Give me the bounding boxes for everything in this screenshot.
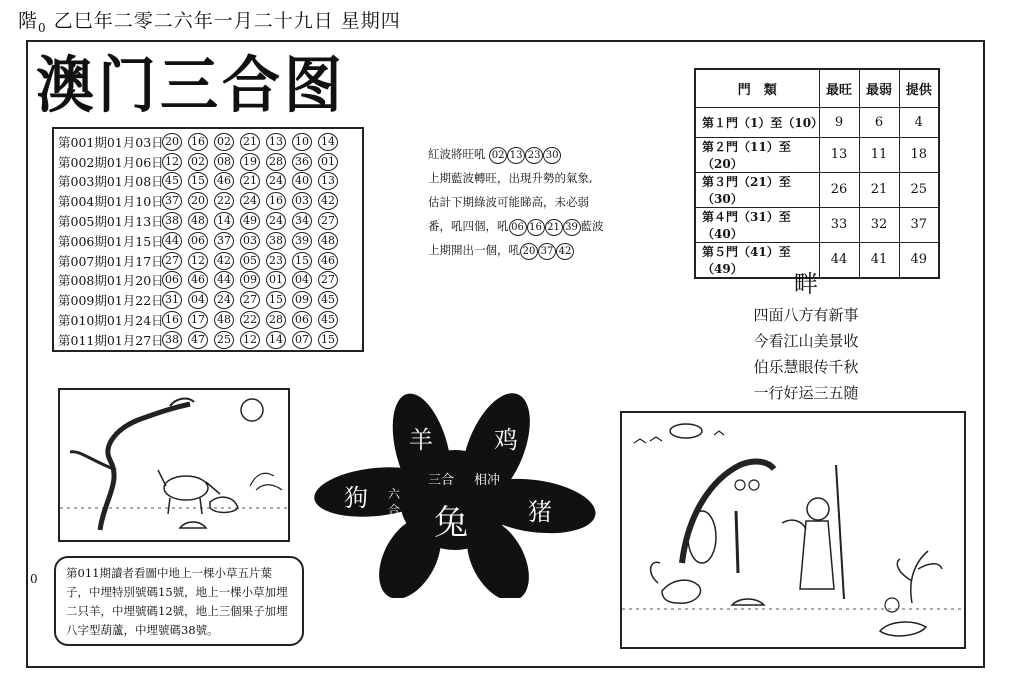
draw-numbers bbox=[162, 271, 338, 289]
hint-number-ball: 16 bbox=[527, 219, 545, 236]
stats-gate: 第３門（21）至（30） bbox=[695, 172, 819, 207]
stats-gate: 第４門（31）至（40） bbox=[695, 207, 819, 242]
draw-number-ball: 38 bbox=[162, 212, 182, 230]
draw-row bbox=[58, 231, 358, 251]
hint-number-ball: 39 bbox=[563, 219, 581, 236]
draw-number-ball: 04 bbox=[292, 271, 312, 289]
draw-number-ball: 15 bbox=[292, 252, 312, 270]
draw-numbers bbox=[162, 172, 338, 190]
draw-number-ball: 27 bbox=[318, 271, 338, 289]
draw-numbers bbox=[162, 252, 338, 270]
draw-numbers bbox=[162, 291, 338, 309]
hint-number-ball: 23 bbox=[525, 147, 543, 164]
hint-number-ball: 06 bbox=[509, 219, 527, 236]
draw-number-ball: 23 bbox=[266, 252, 286, 270]
tree-goat-drawing bbox=[60, 390, 288, 540]
draw-number-ball: 46 bbox=[214, 172, 234, 190]
draw-number-ball: 48 bbox=[318, 232, 338, 250]
draw-row bbox=[58, 271, 358, 291]
stats-row bbox=[695, 137, 939, 172]
draw-numbers bbox=[162, 331, 338, 349]
flower-rooster: 鸡 bbox=[494, 426, 518, 454]
draw-number-ball: 14 bbox=[266, 331, 286, 349]
stats-row bbox=[695, 172, 939, 207]
draw-row bbox=[58, 251, 358, 271]
draw-number-ball: 02 bbox=[214, 133, 234, 151]
hint-number-ball: 37 bbox=[538, 243, 556, 260]
draw-number-ball: 40 bbox=[292, 172, 312, 190]
draw-number-ball: 27 bbox=[240, 291, 260, 309]
draw-number-ball: 46 bbox=[188, 271, 208, 289]
stats-header-row bbox=[695, 69, 939, 107]
stats-row bbox=[695, 107, 939, 137]
hint-line-4-text-a: 番，吼四個，吼 bbox=[428, 219, 509, 233]
draw-row bbox=[58, 191, 358, 211]
draw-number-ball: 45 bbox=[162, 172, 182, 190]
draw-label: 第011期01月27日 bbox=[58, 332, 164, 348]
draw-number-ball: 47 bbox=[188, 331, 208, 349]
poem-line: 一行好运三五随 bbox=[753, 384, 859, 402]
side-zero: 0 bbox=[30, 572, 38, 586]
stats-header-give: 提供 bbox=[899, 69, 939, 107]
flower-rabbit: 兔 bbox=[434, 503, 468, 543]
stats-header-min: 最弱 bbox=[859, 69, 899, 107]
draw-number-ball: 16 bbox=[162, 311, 182, 329]
draw-label: 第006期01月15日 bbox=[58, 233, 164, 249]
header-date: 乙巳年二零二六年一月二十九日 星期四 bbox=[53, 10, 401, 32]
draw-number-ball: 09 bbox=[240, 271, 260, 289]
gate-stats-table bbox=[694, 68, 940, 279]
zodiac-flower bbox=[314, 388, 596, 598]
poem-head: 畔 bbox=[794, 270, 818, 298]
draw-number-ball: 34 bbox=[292, 212, 312, 230]
draw-number-ball: 21 bbox=[240, 172, 260, 190]
hint-number-ball: 02 bbox=[489, 147, 507, 164]
stats-gate: 第５門（41）至（49） bbox=[695, 242, 819, 278]
poem-line: 今看江山美景收 bbox=[753, 332, 859, 350]
hint-line-5-text: 上期開出一個，吼 bbox=[428, 243, 520, 257]
flower-goat: 羊 bbox=[409, 426, 433, 454]
draw-row bbox=[58, 290, 358, 310]
draw-number-ball: 03 bbox=[292, 192, 312, 210]
draw-number-ball: 08 bbox=[214, 153, 234, 171]
draw-number-ball: 21 bbox=[240, 133, 260, 151]
hint-line-1-numbers bbox=[489, 147, 561, 161]
draw-number-ball: 09 bbox=[292, 291, 312, 309]
draw-label: 第005期01月13日 bbox=[58, 214, 164, 230]
draw-number-ball: 03 bbox=[240, 232, 260, 250]
draw-number-ball: 31 bbox=[162, 291, 182, 309]
draw-label: 第002期01月06日 bbox=[58, 154, 164, 170]
draw-row bbox=[58, 172, 358, 192]
draw-number-ball: 36 bbox=[292, 153, 312, 171]
hint-line-5-numbers bbox=[520, 243, 574, 257]
draw-number-ball: 46 bbox=[318, 252, 338, 270]
stats-give: 25 bbox=[899, 172, 939, 207]
draw-number-ball: 07 bbox=[292, 331, 312, 349]
hint-line-1 bbox=[428, 142, 638, 166]
draw-number-ball: 42 bbox=[318, 192, 338, 210]
hint-text bbox=[428, 142, 638, 262]
flower-liuhe-b: 合 bbox=[388, 503, 401, 517]
stats-min: 21 bbox=[859, 172, 899, 207]
hint-number-ball: 21 bbox=[545, 219, 563, 236]
stats-max: 26 bbox=[819, 172, 859, 207]
page-title: 澳门三合图 bbox=[36, 49, 347, 121]
stats-max: 44 bbox=[819, 242, 859, 278]
draw-number-ball: 12 bbox=[240, 331, 260, 349]
draw-number-ball: 38 bbox=[162, 331, 182, 349]
hint-number-ball: 13 bbox=[507, 147, 525, 164]
draw-numbers bbox=[162, 192, 338, 210]
draw-number-ball: 37 bbox=[162, 192, 182, 210]
draw-number-ball: 16 bbox=[188, 133, 208, 151]
draw-label: 第010期01月24日 bbox=[58, 313, 164, 329]
draw-number-ball: 16 bbox=[266, 192, 286, 210]
hint-number-ball: 42 bbox=[556, 243, 574, 260]
draw-number-ball: 15 bbox=[188, 172, 208, 190]
draw-number-ball: 19 bbox=[240, 153, 260, 171]
draw-row bbox=[58, 310, 358, 330]
hint-line-3: 估計下期綠波可能睇高，未必弱 bbox=[428, 195, 589, 209]
draw-number-ball: 06 bbox=[292, 311, 312, 329]
draw-number-ball: 13 bbox=[318, 172, 338, 190]
stats-give: 37 bbox=[899, 207, 939, 242]
flower-dog: 狗 bbox=[344, 484, 368, 512]
draw-number-ball: 24 bbox=[266, 172, 286, 190]
draw-number-ball: 13 bbox=[266, 133, 286, 151]
draw-number-ball: 48 bbox=[188, 212, 208, 230]
draw-number-ball: 01 bbox=[318, 153, 338, 171]
riddle-note: 第011期讀者看圖中地上一棵小草五片葉子，中埋特別號碼15號，地上一棵小草加埋二只羊，中埋號碼12號，地上三個果子加埋八字型葫蘆，中埋號碼38號。 bbox=[54, 556, 304, 646]
draw-label: 第001期01月03日 bbox=[58, 134, 164, 150]
draw-numbers bbox=[162, 212, 338, 230]
poem-line: 四面八方有新事 bbox=[753, 306, 859, 324]
draw-number-ball: 25 bbox=[214, 331, 234, 349]
flower-liuhe-a: 六 bbox=[388, 487, 401, 501]
draw-number-ball: 24 bbox=[240, 192, 260, 210]
date-header bbox=[18, 6, 401, 35]
hint-number-ball: 30 bbox=[543, 147, 561, 164]
draw-number-ball: 37 bbox=[214, 232, 234, 250]
draw-number-ball: 02 bbox=[188, 153, 208, 171]
draw-number-ball: 27 bbox=[162, 252, 182, 270]
illustration-right bbox=[620, 411, 966, 649]
draw-number-ball: 05 bbox=[240, 252, 260, 270]
draw-number-ball: 22 bbox=[240, 311, 260, 329]
draw-number-ball: 38 bbox=[266, 232, 286, 250]
draw-row bbox=[58, 211, 358, 231]
header-prefix: 階 bbox=[18, 10, 39, 32]
draw-number-ball: 12 bbox=[162, 153, 182, 171]
stats-max: 13 bbox=[819, 137, 859, 172]
stats-gate: 第１門（1）至（10） bbox=[695, 107, 819, 137]
draw-history-table bbox=[52, 127, 364, 352]
draw-number-ball: 28 bbox=[266, 153, 286, 171]
draw-number-ball: 06 bbox=[162, 271, 182, 289]
draw-number-ball: 14 bbox=[318, 133, 338, 151]
draw-number-ball: 17 bbox=[188, 311, 208, 329]
hint-line-4 bbox=[428, 214, 638, 238]
hint-line-2: 上期藍波轉旺，出現升勢的氣象, bbox=[428, 171, 593, 185]
draw-row bbox=[58, 132, 358, 152]
draw-row bbox=[58, 330, 358, 350]
poem-line: 伯乐慧眼传千秋 bbox=[753, 358, 859, 376]
draw-number-ball: 28 bbox=[266, 311, 286, 329]
hint-line-1-text: 紅波將旺吼 bbox=[428, 147, 486, 161]
illustration-left bbox=[58, 388, 290, 542]
draw-number-ball: 44 bbox=[162, 232, 182, 250]
draw-numbers bbox=[162, 153, 338, 171]
header-prefix-sub: 0 bbox=[38, 20, 47, 35]
draw-number-ball: 45 bbox=[318, 311, 338, 329]
draw-number-ball: 22 bbox=[214, 192, 234, 210]
draw-label: 第003期01月08日 bbox=[58, 174, 164, 190]
draw-number-ball: 44 bbox=[214, 271, 234, 289]
draw-number-ball: 24 bbox=[214, 291, 234, 309]
flower-xiangchong: 相冲 bbox=[474, 473, 501, 488]
draw-row bbox=[58, 152, 358, 172]
hint-line-4-text-b: 藍波 bbox=[580, 219, 604, 233]
draw-label: 第009期01月22日 bbox=[58, 293, 164, 309]
flower-sanhe: 三合 bbox=[428, 473, 455, 488]
draw-label: 第004期01月10日 bbox=[58, 194, 164, 210]
stats-min: 11 bbox=[859, 137, 899, 172]
stats-row bbox=[695, 207, 939, 242]
draw-numbers bbox=[162, 232, 338, 250]
stats-min: 41 bbox=[859, 242, 899, 278]
draw-number-ball: 06 bbox=[188, 232, 208, 250]
boy-squirrel-drawing bbox=[622, 413, 964, 647]
draw-number-ball: 24 bbox=[266, 212, 286, 230]
draw-number-ball: 15 bbox=[266, 291, 286, 309]
draw-number-ball: 42 bbox=[214, 252, 234, 270]
draw-number-ball: 48 bbox=[214, 311, 234, 329]
draw-label: 第008期01月20日 bbox=[58, 273, 164, 289]
stats-give: 4 bbox=[899, 107, 939, 137]
draw-number-ball: 27 bbox=[318, 212, 338, 230]
stats-gate: 第２門（11）至（20） bbox=[695, 137, 819, 172]
draw-number-ball: 15 bbox=[318, 331, 338, 349]
draw-label: 第007期01月17日 bbox=[58, 253, 164, 269]
stats-header-max: 最旺 bbox=[819, 69, 859, 107]
hint-number-ball: 20 bbox=[520, 243, 538, 260]
draw-number-ball: 20 bbox=[188, 192, 208, 210]
stats-max: 9 bbox=[819, 107, 859, 137]
draw-number-ball: 12 bbox=[188, 252, 208, 270]
draw-number-ball: 04 bbox=[188, 291, 208, 309]
stats-min: 32 bbox=[859, 207, 899, 242]
draw-number-ball: 45 bbox=[318, 291, 338, 309]
stats-give: 49 bbox=[899, 242, 939, 278]
stats-header-gate: 門 類 bbox=[695, 69, 819, 107]
flower-pig: 猪 bbox=[528, 498, 552, 526]
stats-max: 33 bbox=[819, 207, 859, 242]
draw-number-ball: 01 bbox=[266, 271, 286, 289]
draw-number-ball: 10 bbox=[292, 133, 312, 151]
stats-min: 6 bbox=[859, 107, 899, 137]
poem bbox=[736, 268, 876, 406]
hint-line-5 bbox=[428, 238, 638, 262]
hint-line-4-numbers bbox=[509, 219, 581, 233]
draw-numbers bbox=[162, 133, 338, 151]
draw-numbers bbox=[162, 311, 338, 329]
stats-give: 18 bbox=[899, 137, 939, 172]
draw-number-ball: 49 bbox=[240, 212, 260, 230]
draw-number-ball: 20 bbox=[162, 133, 182, 151]
draw-number-ball: 14 bbox=[214, 212, 234, 230]
draw-number-ball: 39 bbox=[292, 232, 312, 250]
